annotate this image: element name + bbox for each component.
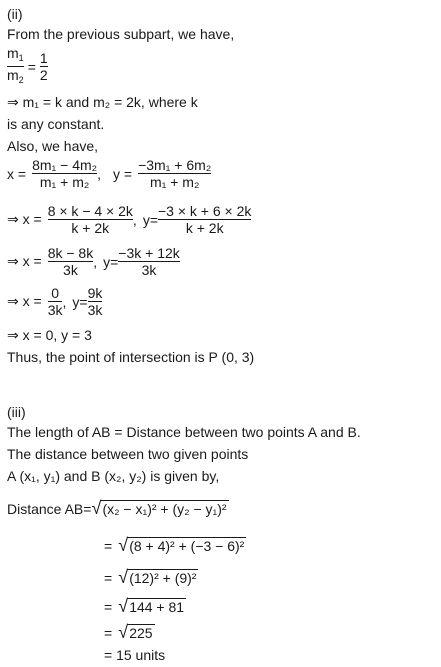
distance-step-4: = √ 225: [104, 622, 153, 642]
sqrt-step-1: √ (8 + 4)² + (−3 − 6)²: [118, 535, 245, 555]
distance-step-1: = √ (8 + 4)² + (−3 − 6)²: [104, 535, 245, 555]
points-line: A (x₁, y₁) and B (x₂, y₂) is given by,: [7, 468, 220, 484]
line-constant: is any constant.: [7, 116, 105, 132]
equation-3: ⇒ x = $\frac{8k - 8k}{3k}$ , y= $\frac{-3k + 12k}{3k}$: [7, 245, 180, 278]
sqrt-step-2: √ (12)² + (9)²: [118, 567, 197, 587]
line-k: ⇒ m₁ = k and m₂ = 2k, where k: [7, 94, 198, 110]
ratio-fraction: $\frac{m_1}{m_2}$: [7, 45, 24, 85]
distance-step-3: = √ 144 + 81: [104, 596, 185, 616]
distance-step-2: = √ (12)² + (9)²: [104, 567, 197, 587]
ratio-equation: $\frac{m_1}{m_2}$ = $\frac{1}{2}$: [7, 45, 48, 85]
equation-2: ⇒ x = $\frac{8 \times k - 4 \times 2k}{k + 2k}$ , y= $\frac{-3 \times k + 6 \times 2k}{k + 2k}$: [7, 203, 252, 236]
eq1-x-fraction: $\frac{\text{8m₁ − 4m₂}}{\text{m₁ + m₂}}$: [32, 157, 98, 190]
line-also: Also, we have,: [7, 138, 99, 154]
part-label-ii: (ii): [7, 6, 23, 22]
eq4-x-fraction: $\frac{0}{3k}$: [47, 285, 63, 318]
equation-1: x = $\frac{\text{8m₁ − 4m₂}}{\text{m₁ + m₂}}$ , y = $\frac{\text{−3m₁ + 6m₂}}{\text{m₁ + m₂}}$: [7, 157, 212, 190]
sqrt-formula: √ (x₂ − x₁)² + (y₂ − y₁)²: [91, 498, 227, 518]
result-line: ⇒ x = 0, y = 3: [7, 327, 92, 343]
length-line: The length of AB = Distance between two points A and B.: [7, 424, 361, 440]
eq2-x-fraction: $\frac{8 \times k - 4 \times 2k}{k + 2k}$: [47, 203, 133, 236]
eq3-x-fraction: $\frac{8k - 8k}{3k}$: [47, 245, 94, 278]
eq3-y-fraction: $\frac{-3k + 12k}{3k}$: [118, 245, 180, 278]
sqrt-step-3: √ 144 + 81: [118, 596, 185, 616]
distance-formula: Distance AB= √ (x₂ − x₁)² + (y₂ − y₁)²: [7, 498, 227, 518]
eq1-y-fraction: $\frac{\text{−3m₁ + 6m₂}}{\text{m₁ + m₂}}$: [138, 157, 212, 190]
ratio-value: $\frac{1}{2}$: [39, 50, 48, 83]
eq2-y-fraction: $\frac{-3 \times k + 6 \times 2k}{k + 2k}$: [158, 203, 252, 236]
eq4-y-fraction: $\frac{9k}{3k}$: [87, 285, 103, 318]
part-label-iii: (iii): [7, 404, 26, 420]
distance-line: The distance between two given points: [7, 446, 249, 462]
equation-4: ⇒ x = $\frac{0}{3k}$ , y= $\frac{9k}{3k}$: [7, 285, 103, 318]
intro-line: From the previous subpart, we have,: [7, 26, 235, 42]
intersection-line: Thus, the point of intersection is P (0, 3): [7, 349, 255, 365]
final-answer: = 15 units: [104, 647, 166, 663]
sqrt-step-4: √ 225: [118, 622, 153, 642]
